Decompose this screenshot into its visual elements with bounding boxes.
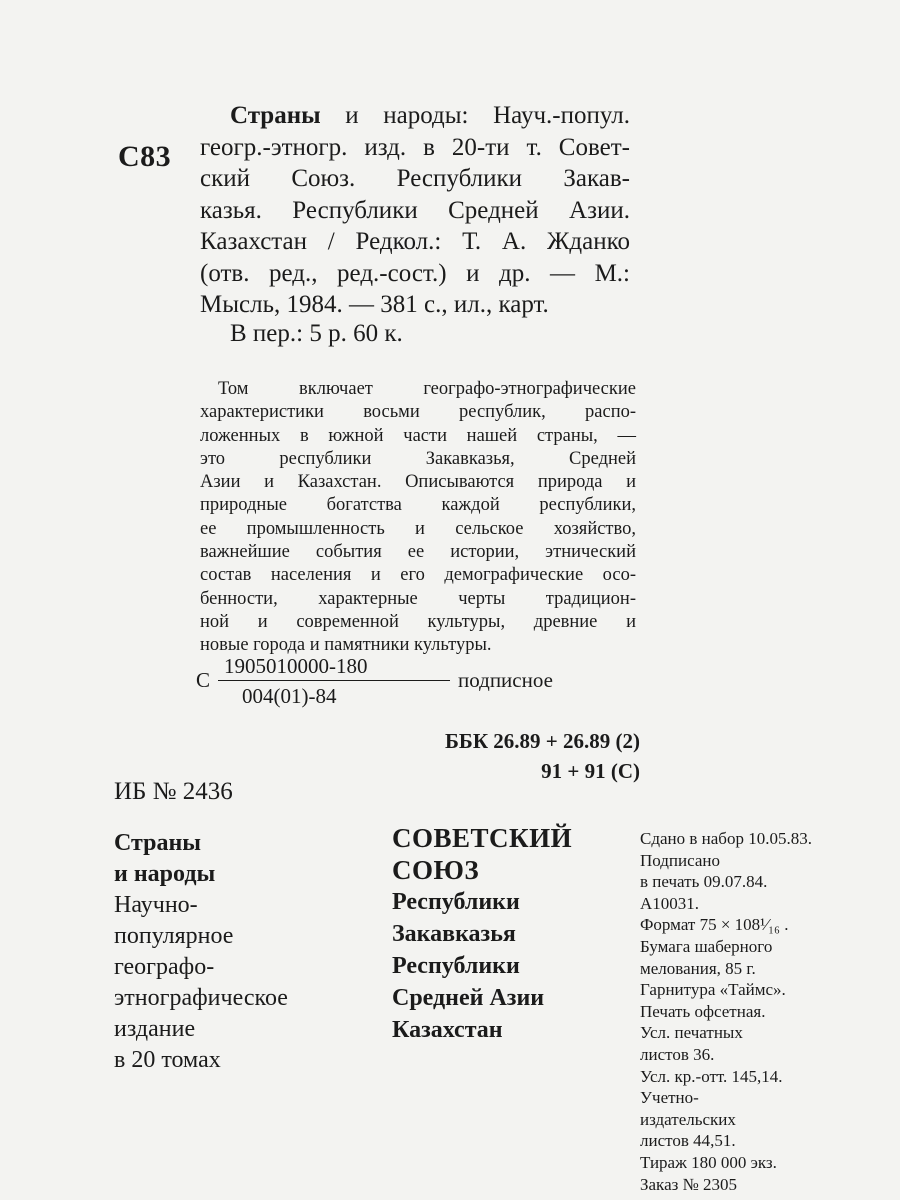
technical-line: Усл. печатных [640, 1023, 743, 1043]
technical-line: Тираж 180 000 экз. [640, 1152, 777, 1172]
series-title-line: в 20 томах [114, 1047, 221, 1073]
bbk-line-2: 91 + 91 (С) [541, 759, 640, 783]
index-prefix: С [196, 668, 211, 692]
technical-line: Сдано в набор 10.05.83. [640, 829, 812, 848]
volume-title-line: Закавказья [392, 921, 516, 947]
series-title-line: популярное [114, 923, 234, 949]
volume-title-line: Средней Азии [392, 985, 545, 1011]
bib-text: (отв. ред., ред.-сост.) и др. — М.: [200, 259, 630, 287]
volume-title [392, 822, 572, 1046]
technical-line: издательских [640, 1109, 736, 1129]
volume-title-line: СОВЕТСКИЙ [392, 823, 573, 853]
technical-line: Учетно- [640, 1088, 699, 1108]
technical-line: листов 44,51. [640, 1131, 736, 1151]
bib-line [200, 195, 630, 227]
annotation-line: ной и современной культуры, древние и [200, 611, 636, 632]
technical-line: Гарнитура «Таймс». [640, 980, 786, 1000]
series-title-line: географо- [114, 954, 215, 980]
bib-line [200, 226, 630, 258]
technical-line: листов 36. [640, 1044, 715, 1064]
bib-line [200, 163, 630, 195]
technical-line: мелования, 85 г. [640, 958, 756, 978]
bib-line [200, 132, 630, 164]
annotation-line: новые города и памятники культуры. [200, 635, 492, 656]
annotation-line: это республики Закавказья, Средней [200, 448, 636, 469]
annotation-line: природные богатства каждой республики, [200, 495, 636, 516]
annotation-line: характеристики восьми республик, распо- [200, 402, 636, 423]
volume-title-line: Республики [392, 953, 520, 979]
fraction-line [218, 680, 450, 681]
technical-line: Усл. кр.-отт. 145,14. [640, 1066, 783, 1086]
technical-data [640, 828, 812, 1195]
annotation-line: бенности, характерные черты традицион- [200, 588, 636, 609]
annotation-line: Том включает географо-этнографические [218, 379, 636, 399]
index-formula [196, 654, 596, 726]
bib-text: казья. Республики Средней Азии. [200, 196, 630, 224]
bib-line [200, 100, 630, 132]
annotation-line: ложенных в южной части нашей страны, — [200, 425, 636, 446]
annotation-line: важнейшие события ее истории, этнический [200, 542, 636, 563]
index-suffix: подписное [458, 668, 553, 692]
bibliographic-entry [200, 100, 630, 321]
annotation [200, 378, 636, 658]
bib-text: Мысль, 1984. — 381 с., ил., карт. [200, 291, 549, 318]
volume-title-line: Республики [392, 889, 520, 915]
technical-line: в печать 09.07.84. [640, 872, 768, 892]
bib-text: ский Союз. Республики Закав- [200, 165, 630, 192]
index-numerator: 1905010000-180 [224, 654, 368, 678]
series-title-line: Страны [114, 830, 202, 856]
series-title-line: Научно- [114, 892, 198, 918]
bib-text: геогр.-этногр. изд. в 20-ти т. Совет- [200, 133, 630, 161]
series-title [114, 828, 288, 1076]
ib-number: ИБ № 2436 [114, 778, 233, 805]
annotation-line: ее промышленность и сельское хозяйство, [200, 518, 636, 539]
volume-title-line: Казахстан [392, 1017, 503, 1043]
price: В пер.: 5 р. 60 к. [230, 320, 403, 347]
series-title-line: этнографическое [114, 985, 288, 1011]
technical-line: Формат 75 × 108¹⁄₁₆ . [640, 915, 789, 935]
technical-line: Подписано [640, 850, 721, 870]
series-title-line: издание [114, 1016, 196, 1042]
bib-line [200, 258, 630, 290]
technical-line: Заказ № 2305 [640, 1174, 738, 1194]
volume-title-line: СОЮЗ [392, 855, 480, 885]
bib-text: Казахстан / Редкол.: Т. А. Жданко [200, 228, 630, 255]
series-title-line: и народы [114, 861, 216, 887]
technical-line: А10031. [640, 893, 700, 913]
annotation-line: состав населения и его демографические осо- [200, 565, 636, 586]
technical-line: Бумага шаберного [640, 936, 773, 956]
annotation-line: Азии и Казахстан. Описываются природа и [200, 472, 636, 493]
bbk-classification [410, 726, 640, 786]
bib-title-word: Страны [230, 102, 321, 129]
bib-line [200, 289, 630, 321]
index-denominator: 004(01)-84 [242, 684, 337, 708]
catalog-code: С83 [118, 140, 172, 173]
bbk-line-1: ББК 26.89 + 26.89 (2) [445, 729, 640, 753]
bib-text: и народы: Науч.-попул. [320, 102, 630, 129]
technical-line: Печать офсетная. [640, 1001, 766, 1021]
